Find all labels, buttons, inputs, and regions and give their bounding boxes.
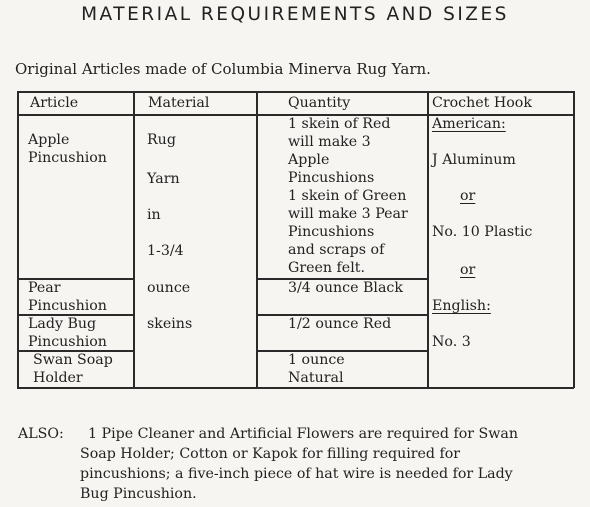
- table-border-right: [573, 91, 575, 388]
- also-line-1: 1 Pipe Cleaner and Artificial Flowers are required for Swan: [88, 426, 519, 442]
- column-divider-3: [427, 91, 429, 388]
- quantity-apple-line4: Pincushions: [288, 170, 375, 186]
- also-line-4: Bug Pincushion.: [80, 486, 197, 502]
- also-line-3: pincushions; a five-inch piece of hat wire is needed for Lady: [80, 466, 513, 482]
- quantity-pear: 3/4 ounce Black: [288, 280, 403, 296]
- material-line6: skeins: [147, 316, 193, 332]
- table-border-top: [17, 91, 574, 93]
- hook-american-plastic: No. 10 Plastic: [432, 224, 533, 240]
- column-divider-2: [256, 91, 258, 388]
- table-border-left: [17, 91, 19, 388]
- quantity-apple-line2: will make 3: [288, 134, 371, 150]
- quantity-swan-line2: Natural: [288, 370, 344, 386]
- hook-or-2: or: [460, 262, 476, 278]
- header-material: Material: [148, 95, 210, 111]
- header-crochet-hook: Crochet Hook: [432, 95, 532, 111]
- quantity-ladybug: 1/2 ounce Red: [288, 316, 392, 332]
- quantity-apple-line9: Green felt.: [288, 260, 365, 276]
- hook-american-label: American:: [432, 116, 506, 132]
- material-line1: Rug: [147, 132, 176, 148]
- article-ladybug-line1: Lady Bug: [28, 316, 97, 332]
- also-text: [80, 424, 578, 504]
- quantity-apple-line7: Pincushions: [288, 224, 375, 240]
- material-line5: ounce: [147, 280, 191, 296]
- hook-or-1: or: [460, 188, 476, 204]
- also-label: ALSO:: [18, 426, 64, 442]
- article-apple-line2: Pincushion: [28, 150, 107, 166]
- requirements-table: [17, 91, 574, 388]
- article-pear-line1: Pear: [28, 280, 61, 296]
- article-apple-line1: Apple: [28, 132, 70, 148]
- material-line4: 1-3/4: [147, 243, 184, 259]
- intro-text: Original Articles made of Columbia Minerva Rug Yarn.: [15, 60, 431, 78]
- column-divider-1: [133, 91, 135, 388]
- quantity-swan-line1: 1 ounce: [288, 352, 345, 368]
- article-pear-line2: Pincushion: [28, 298, 107, 314]
- quantity-apple-line5: 1 skein of Green: [288, 188, 407, 204]
- quantity-apple-line8: and scraps of: [288, 242, 385, 258]
- also-line-2: Soap Holder; Cotton or Kapok for filling required for: [80, 446, 461, 462]
- article-swan-line2: Holder: [33, 370, 83, 386]
- quantity-apple-line1: 1 skein of Red: [288, 116, 391, 132]
- article-ladybug-line2: Pincushion: [28, 334, 107, 350]
- hook-american-aluminum: J Aluminum: [432, 152, 516, 168]
- hook-english-size: No. 3: [432, 334, 471, 350]
- header-quantity: Quantity: [288, 95, 351, 111]
- page-title: MATERIAL REQUIREMENTS AND SIZES: [81, 4, 509, 25]
- article-swan-line1: Swan Soap: [33, 352, 113, 368]
- header-article: Article: [30, 95, 79, 111]
- material-line2: Yarn: [147, 171, 180, 187]
- material-line3: in: [147, 207, 161, 223]
- quantity-apple-line3: Apple: [288, 152, 330, 168]
- quantity-apple-line6: will make 3 Pear: [288, 206, 408, 222]
- table-border-bottom: [17, 387, 574, 389]
- hook-english-label: English:: [432, 298, 491, 314]
